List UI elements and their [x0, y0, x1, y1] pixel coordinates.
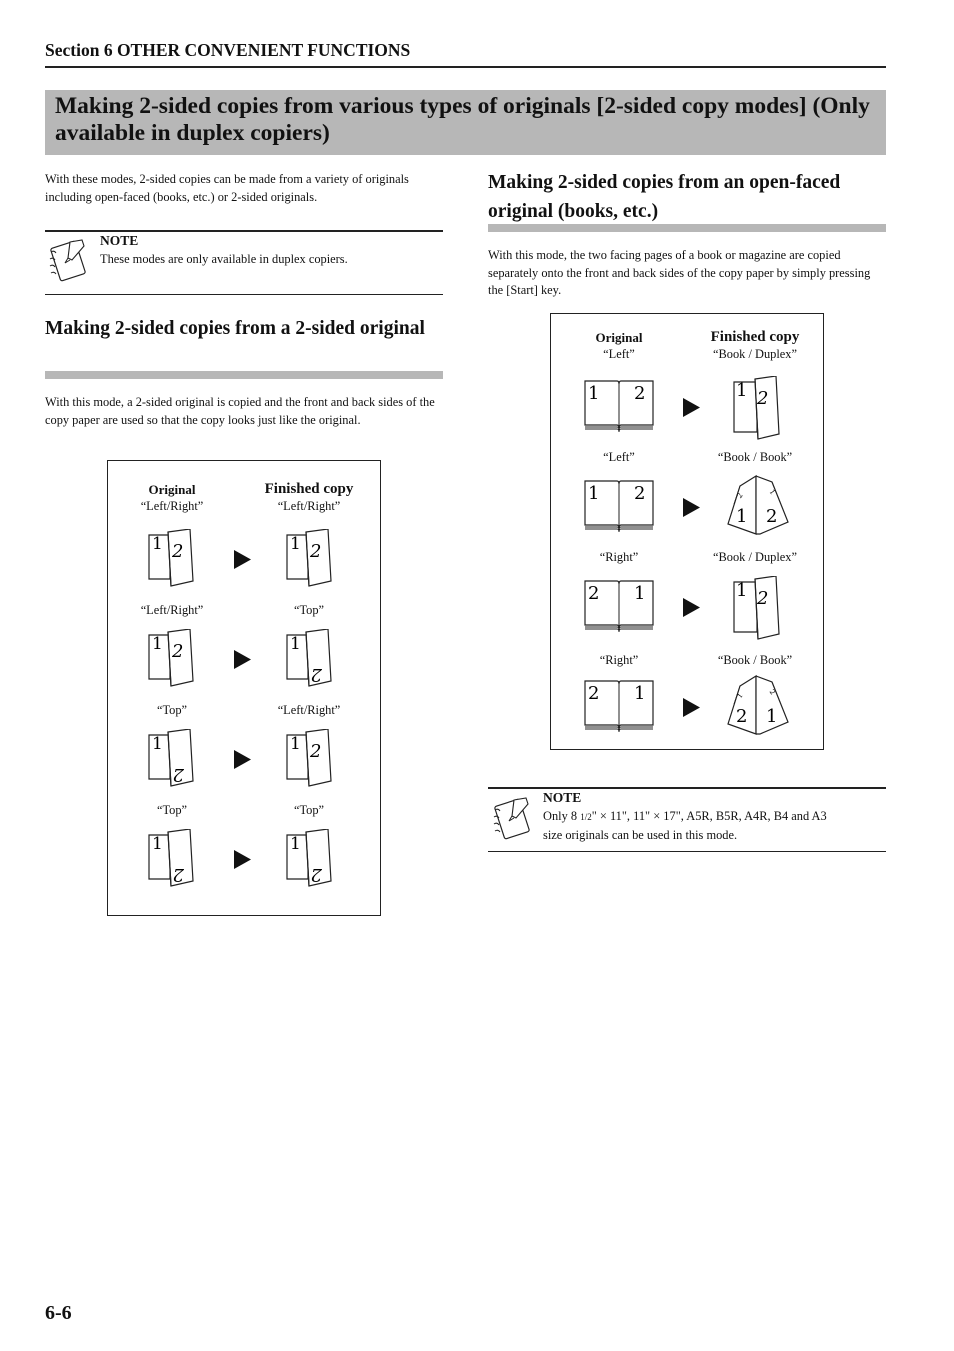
section-header: Section 6 OTHER CONVENIENT FUNCTIONS: [45, 40, 411, 60]
sheet-top-figure: [284, 629, 336, 691]
svg-text:2: 2: [310, 864, 322, 885]
svg-text:1: 1: [290, 634, 301, 654]
svg-text:2: 2: [310, 541, 322, 562]
svg-text:1: 1: [736, 506, 748, 527]
open-book-figure: [583, 679, 657, 735]
page-number: 6-6: [45, 1302, 72, 1324]
sheet-top-figure: [146, 729, 198, 791]
row4-original-label: “Top”: [156, 803, 188, 817]
svg-text:2: 2: [757, 388, 769, 409]
svg-text:2: 2: [766, 506, 778, 527]
diagram-header-original: Original: [148, 482, 196, 497]
open-book-figure: [583, 479, 657, 535]
svg-text:2: 2: [588, 683, 600, 704]
row3-original-label: “Top”: [156, 703, 188, 717]
svg-text:1: 1: [152, 734, 163, 754]
intro-paragraph: With these modes, 2-sided copies can be made from a variety of originals including open-faced (books, etc.) or 2-sided originals.: [45, 172, 409, 204]
duplex-sheet-figure: [731, 576, 783, 642]
svg-text:1: 1: [152, 534, 163, 554]
row4-finished-label: “Top”: [293, 803, 325, 817]
svg-text:1: 1: [152, 634, 163, 654]
svg-text:2: 2: [735, 491, 745, 500]
left-heading-bar: [45, 371, 443, 379]
row3-finished-label: “Book / Duplex”: [713, 550, 797, 564]
row4-original-label: “Right”: [599, 653, 639, 667]
open-book-figure: [583, 379, 657, 435]
sheet-top-figure: [146, 829, 198, 891]
svg-text:1: 1: [634, 683, 646, 704]
sheet-lr-figure: [284, 529, 336, 591]
diagram-header-finished: Finished copy: [710, 329, 800, 345]
svg-text:2: 2: [588, 583, 600, 604]
note2-top-rule: [488, 787, 886, 789]
row2-original-label: “Left”: [603, 450, 635, 464]
row2-finished-label: “Book / Book”: [717, 450, 793, 464]
diagram-header-finished: Finished copy: [264, 481, 354, 497]
note2-bottom-rule: [488, 851, 886, 852]
note2-title: NOTE: [543, 790, 582, 805]
svg-text:1: 1: [634, 583, 646, 604]
row3-original-label: “Right”: [599, 550, 639, 564]
sheet-lr-figure: [284, 729, 336, 791]
svg-text:2: 2: [172, 764, 184, 785]
note1-bottom-rule: [45, 294, 443, 295]
svg-text:1: 1: [290, 534, 301, 554]
note1-title: NOTE: [100, 233, 139, 248]
row1-finished-label: “Book / Duplex”: [713, 347, 797, 361]
svg-text:2: 2: [757, 588, 769, 609]
right-heading: Making 2-sided copies from an open-faced original (books, etc.): [488, 172, 841, 222]
row2-finished-label: “Top”: [293, 603, 325, 617]
arrow-icon: [234, 550, 252, 570]
row3-finished-label: “Left/Right”: [277, 703, 341, 717]
book-book-figure: [726, 474, 792, 538]
arrow-icon: [683, 398, 701, 418]
arrow-icon: [234, 650, 252, 670]
book-diagram: [550, 313, 824, 750]
right-heading-bar: [488, 224, 886, 232]
right-body: With this mode, the two facing pages of a book or magazine are copied separately onto the front and back sides of the copy paper by simply pressing the [Start] key.: [488, 248, 871, 297]
svg-text:2: 2: [310, 664, 322, 685]
svg-text:2: 2: [172, 864, 184, 885]
sheet-lr-figure: [146, 529, 198, 591]
row1-original-label: “Left”: [603, 347, 635, 361]
svg-text:1: 1: [152, 834, 163, 854]
sheet-lr-figure: [146, 629, 198, 691]
left-heading: Making 2-sided copies from a 2-sided original: [45, 318, 425, 339]
row4-finished-label: “Book / Book”: [717, 653, 793, 667]
svg-text:1: 1: [588, 383, 600, 404]
note2-text-start: Only 8: [543, 809, 581, 823]
svg-text:1: 1: [735, 691, 745, 700]
svg-text:1: 1: [766, 706, 778, 727]
duplex-sheet-figure: [731, 376, 783, 442]
svg-text:1: 1: [736, 380, 748, 401]
note-pad-icon: [490, 796, 532, 842]
note2-text: [543, 808, 883, 844]
svg-text:1: 1: [588, 483, 600, 504]
svg-text:1: 1: [290, 734, 301, 754]
row1-finished-label: “Left/Right”: [277, 499, 341, 513]
note1-top-rule: [45, 230, 443, 232]
svg-text:1: 1: [290, 834, 301, 854]
note1-text: These modes are only available in duplex copiers.: [100, 252, 348, 266]
note2-sizes: " × 11", 11" × 17", A5R, B5R, A4R, B4 and A3: [591, 809, 827, 823]
arrow-icon: [234, 850, 252, 870]
svg-text:2: 2: [736, 706, 748, 727]
left-body: With this mode, a 2-sided original is copied and the front and back sides of the copy paper are used so that the copy looks just like the original.: [45, 395, 435, 427]
arrow-icon: [683, 598, 701, 618]
arrow-icon: [683, 698, 701, 718]
svg-text:2: 2: [172, 641, 184, 662]
row1-original-label: “Left/Right”: [140, 499, 204, 513]
svg-text:1: 1: [767, 488, 777, 497]
note2-fraction: 1/2: [580, 812, 592, 822]
page-title: Making 2-sided copies from various types of originals [2-sided copy modes] (Only available in duplex copiers): [55, 93, 870, 146]
title-banner: [45, 90, 886, 155]
svg-text:2: 2: [310, 741, 322, 762]
arrow-icon: [234, 750, 252, 770]
section-rule: [45, 66, 886, 68]
book-book-figure: [726, 674, 792, 738]
svg-text:2: 2: [634, 383, 646, 404]
sheet-top-figure: [284, 829, 336, 891]
svg-text:2: 2: [634, 483, 646, 504]
row2-original-label: “Left/Right”: [140, 603, 204, 617]
svg-text:1: 1: [736, 580, 748, 601]
note-pad-icon: [46, 238, 88, 284]
arrow-icon: [683, 498, 701, 518]
svg-text:2: 2: [767, 688, 777, 697]
svg-text:2: 2: [172, 541, 184, 562]
diagram-header-original: Original: [595, 330, 643, 345]
note2-text-end: size originals can be used in this mode.: [543, 827, 738, 842]
duplex-diagram: [107, 460, 381, 916]
open-book-figure: [583, 579, 657, 635]
